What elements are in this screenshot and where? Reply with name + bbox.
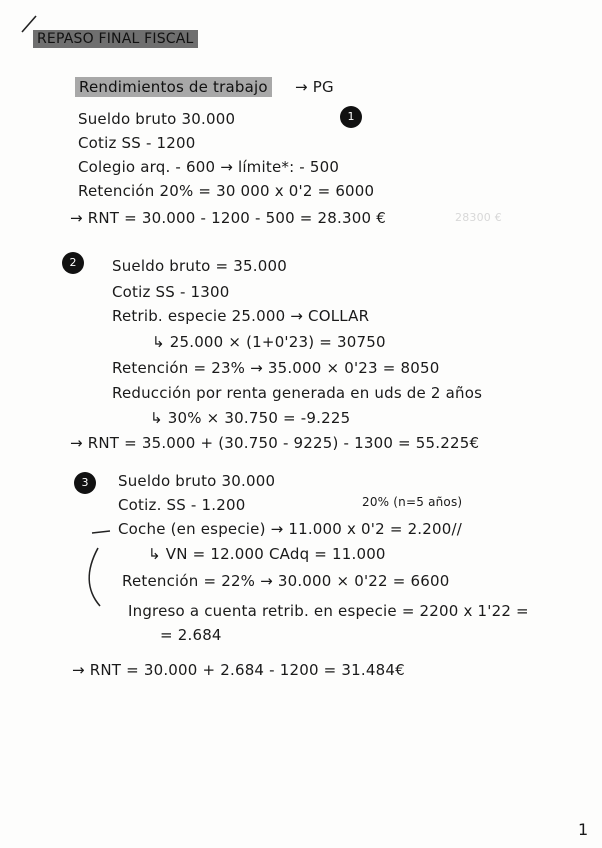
ex1-line-2: Cotiz SS - 1200	[78, 134, 196, 152]
ex1-line-1: Sueldo bruto 30.000	[78, 110, 236, 128]
page-title: REPASO FINAL FISCAL	[33, 31, 198, 47]
ex3-line-2-note: 20% (n=5 años)	[362, 495, 463, 509]
ex3-rnt: → RNT = 30.000 + 2.684 - 1200 = 31.484€	[72, 661, 405, 679]
section-heading: Rendimientos de trabajo	[75, 78, 272, 96]
bracket-line	[89, 548, 100, 606]
ex1-line-4: Retención 20% = 30 000 x 0'2 = 6000	[78, 182, 375, 200]
ex3-line-1: Sueldo bruto 30.000	[118, 472, 276, 490]
bracket-top	[92, 531, 110, 533]
ex2-rnt: → RNT = 35.000 + (30.750 - 9225) - 1300 = 55.225€	[70, 434, 480, 452]
section-arrow: → PG	[295, 78, 334, 96]
ex2-line-6: Reducción por renta generada en uds de 2 años	[112, 384, 483, 402]
ex2-line-5: Retención = 23% → 35.000 × 0'23 = 8050	[112, 359, 440, 377]
ex3-line-3: Coche (en especie) → 11.000 x 0'2 = 2.200//	[118, 520, 463, 538]
ex2-line-2: Cotiz SS - 1300	[112, 283, 230, 301]
ex3-line-7: = 2.684	[160, 626, 222, 644]
ex2-line-4: ↳ 25.000 × (1+0'23) = 30750	[152, 333, 386, 351]
ex3-line-4: ↳ VN = 12.000 CAdq = 11.000	[148, 545, 386, 563]
ex2-line-3: Retrib. especie 25.000 → COLLAR	[112, 307, 370, 325]
exercise-2-badge: 2	[62, 252, 84, 274]
ex1-faint-note: 28300 €	[455, 211, 502, 224]
exercise-1-badge: 1	[340, 106, 362, 128]
ex3-line-2: Cotiz. SS - 1.200	[118, 496, 246, 514]
ex3-line-6: Ingreso a cuenta retrib. en especie = 2200 x 1'22 =	[128, 602, 529, 620]
ex2-line-1: Sueldo bruto = 35.000	[112, 257, 287, 275]
ex3-line-5: Retención = 22% → 30.000 × 0'22 = 6600	[122, 572, 450, 590]
ex1-line-3: Colegio arq. - 600 → límite*: - 500	[78, 158, 340, 176]
exercise-3-badge: 3	[74, 472, 96, 494]
ex2-line-7: ↳ 30% × 30.750 = -9.225	[150, 409, 351, 427]
page-number: 1	[578, 820, 589, 839]
ex1-rnt: → RNT = 30.000 - 1200 - 500 = 28.300 €	[70, 209, 386, 227]
